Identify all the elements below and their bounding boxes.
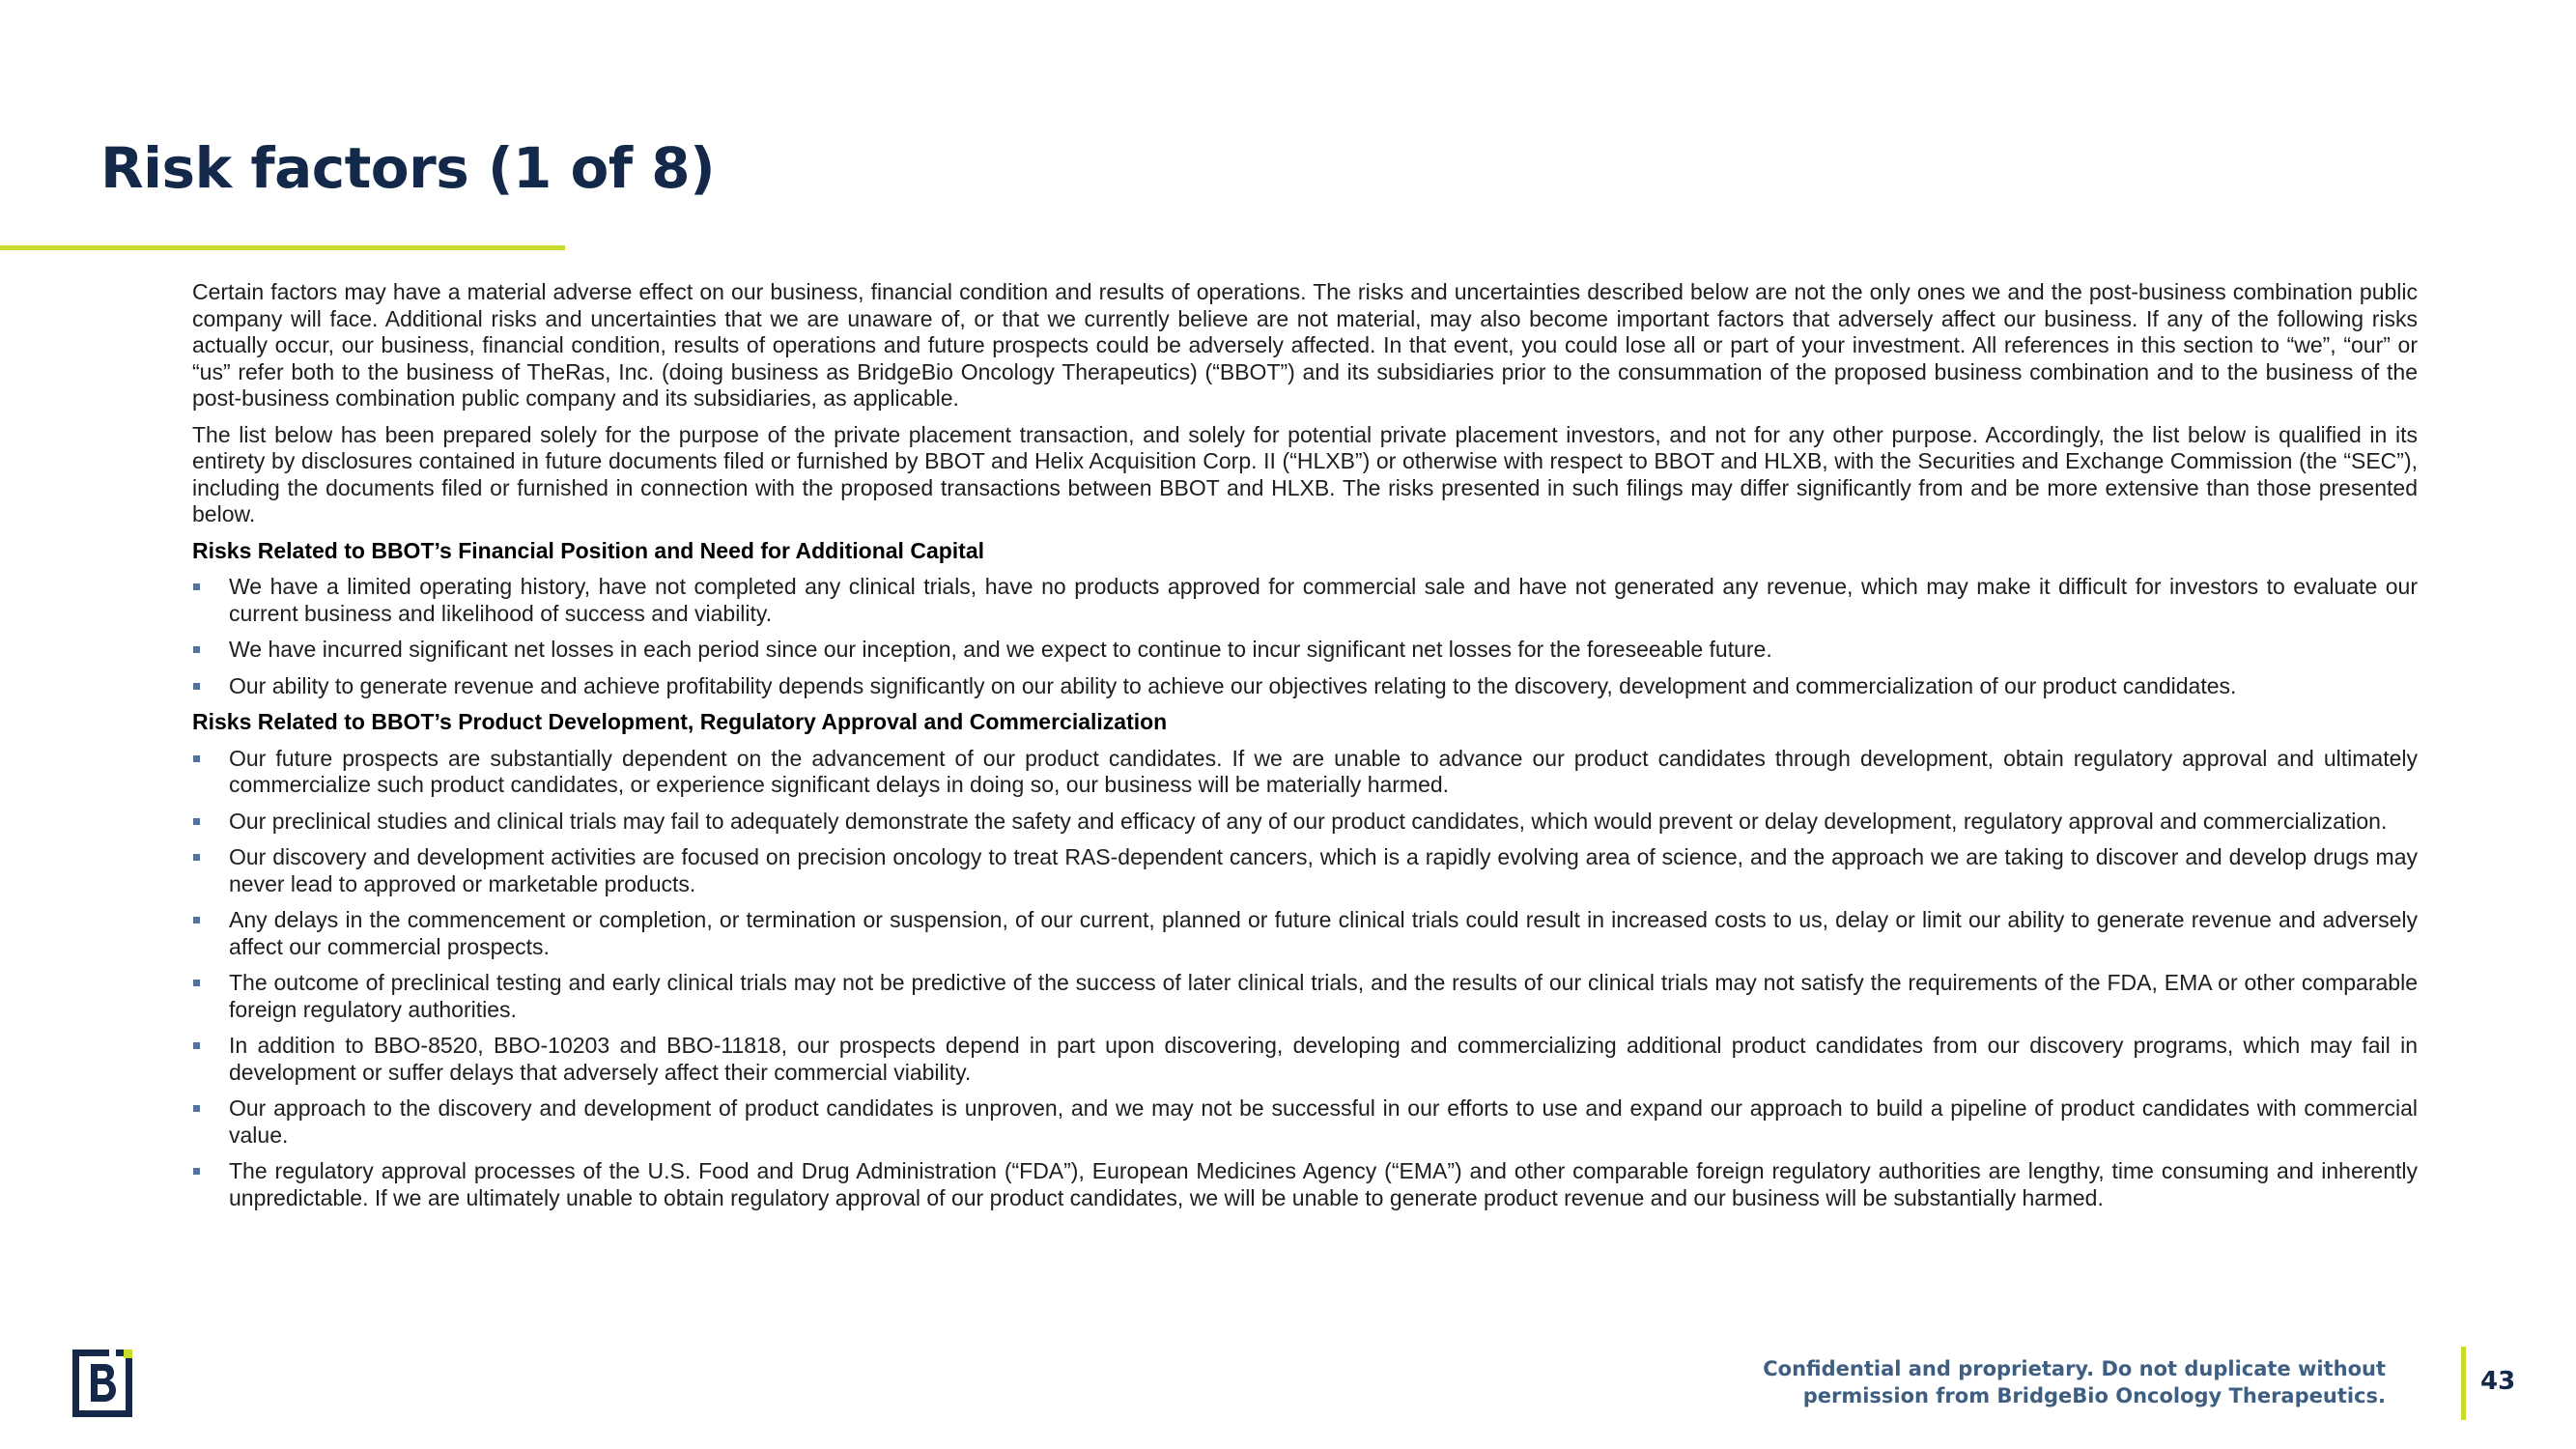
square-bullet-icon (193, 917, 200, 923)
bridgebio-logo-icon (70, 1347, 135, 1420)
square-bullet-icon (193, 1105, 200, 1112)
list-item (192, 746, 2418, 799)
square-bullet-icon (193, 854, 200, 861)
page-title: Risk factors (1 of 8) (100, 135, 716, 201)
list-item-text: Any delays in the commencement or completion, or termination or suspension, of our current, planned or future clinical trials could result in increased costs to us, delay or limit our ability to generate revenue and adversely affect our commercial prospects. (229, 907, 2418, 959)
list-item-text: We have a limited operating history, have not completed any clinical trials, have no products approved for commercial sale and have not generated any revenue, which may make it difficult for investors to evaluate our current business and likelihood of success and viability. (229, 574, 2418, 626)
intro-paragraph-2: The list below has been prepared solely for the purpose of the private placement transaction, and solely for potential private placement investors, and not for any other purpose. Accordingly, the list below is qualified in its entirety by disclosures contained in future documents filed or furnished by BBOT and Helix Acquisition Corp. II (“HLXB”) or otherwise with respect to BBOT and HLXB, with the Securities and Exchange Commission (the “SEC”), including the documents filed or furnished in connection with the proposed transactions between BBOT and HLXB. The risks presented in such filings may differ significantly from and be more extensive than those presented below. (192, 421, 2418, 526)
title-accent-rule (0, 245, 565, 250)
list-item-text: Our discovery and development activities are focused on precision oncology to treat RAS-dependent cancers, which is a rapidly evolving area of science, and the approach we are taking to discover and develop drugs may never lead to approved or marketable products. (229, 844, 2418, 896)
list-item-text: The outcome of preclinical testing and early clinical trials may not be predictive of the success of later clinical trials, and the results of our clinical trials may not satisfy the requirements of the FDA, EMA or other comparable foreign regulatory authorities. (229, 970, 2418, 1022)
square-bullet-icon (193, 980, 200, 986)
square-bullet-icon (193, 646, 200, 653)
list-item (192, 574, 2418, 627)
square-bullet-icon (193, 1042, 200, 1049)
list-item (192, 1095, 2418, 1149)
development-risk-list (192, 746, 2418, 1212)
financial-risk-list (192, 574, 2418, 699)
section-heading-financial: Risks Related to BBOT’s Financial Position and Need for Additional Capital (192, 537, 985, 563)
list-item-text: Our preclinical studies and clinical trials may fail to adequately demonstrate the safety and efficacy of any of our product candidates, which would prevent or delay development, regulatory approval and commercialization. (229, 808, 2388, 834)
confidentiality-line-1: Confidential and proprietary. Do not duplicate without (1763, 1357, 2386, 1380)
list-item-text: Our approach to the discovery and development of product candidates is unproven, and we may not be successful in our efforts to use and expand our approach to build a pipeline of product candidates with commercial value. (229, 1095, 2418, 1148)
confidentiality-line-2: permission from BridgeBio Oncology Therapeutics. (1802, 1384, 2386, 1407)
square-bullet-icon (193, 1168, 200, 1175)
list-item (192, 809, 2418, 836)
list-item (192, 673, 2418, 700)
page-number: 43 (2480, 1367, 2516, 1396)
square-bullet-icon (193, 583, 200, 590)
risk-factors-body (192, 279, 2418, 1221)
square-bullet-icon (193, 755, 200, 762)
list-item (192, 1158, 2418, 1211)
list-item-text: Our future prospects are substantially dependent on the advancement of our product candidates. If we are unable to advance our product candidates through development, obtain regulatory approval and ultimately commercialize such product candidates, or experience significant delays in doing so, our business will be materially harmed. (229, 745, 2418, 797)
list-item (192, 844, 2418, 897)
list-item-text: The regulatory approval processes of the U.S. Food and Drug Administration (“FDA”), European Medicines Agency (“EMA”) and other comparable foreign regulatory authorities are lengthy, time consuming and inherently unpredictable. If we are ultimately unable to obtain regulatory approval of our product candidates, we will be unable to generate product revenue and our business will be substantially harmed. (229, 1158, 2418, 1210)
section-heading-development: Risks Related to BBOT’s Product Development, Regulatory Approval and Commercialization (192, 709, 1168, 734)
footer-accent-rule (2461, 1347, 2466, 1420)
square-bullet-icon (193, 683, 200, 690)
list-item (192, 907, 2418, 960)
list-item (192, 1033, 2418, 1086)
intro-paragraph-1: Certain factors may have a material adverse effect on our business, financial condition and results of operations. The risks and uncertainties described below are not the only ones we and the post-business combination public company will face. Additional risks and uncertainties that we are unaware of, or that we currently believe are not material, may also become important factors that adversely affect our business. If any of the following risks actually occur, our business, financial condition, results of operations and future prospects could be adversely affected. In that event, you could lose all or part of your investment. All references in this section to “we”, “our” or “us” refer both to the business of TheRas, Inc. (doing business as BridgeBio Oncology Therapeutics) (“BBOT”) and its subsidiaries prior to the consummation of the proposed business combination and to the business of the post-business combination public company and its subsidiaries, as applicable. (192, 279, 2418, 411)
list-item (192, 637, 2418, 664)
list-item-text: Our ability to generate revenue and achieve profitability depends significantly on our ability to achieve our objectives relating to the discovery, development and commercialization of our product candidates. (229, 672, 2237, 698)
list-item-text: In addition to BBO-8520, BBO-10203 and BBO-11818, our prospects depend in part upon discovering, developing and commercializing additional product candidates from our discovery programs, which may fail in development or suffer delays that adversely affect their commercial viability. (229, 1033, 2418, 1085)
square-bullet-icon (193, 818, 200, 825)
list-item (192, 970, 2418, 1023)
list-item-text: We have incurred significant net losses in each period since our inception, and we expect to continue to incur significant net losses for the foreseeable future. (229, 637, 1772, 662)
confidentiality-notice (1516, 1355, 2386, 1409)
